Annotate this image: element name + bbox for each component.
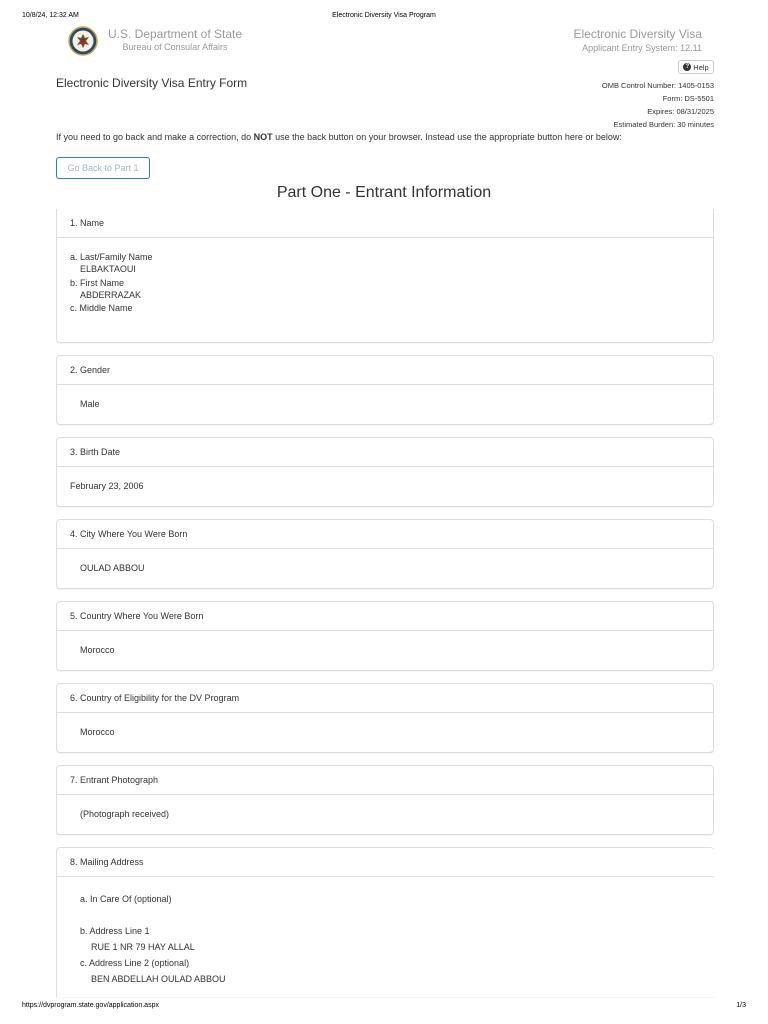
birth-city-heading: 4. City Where You Were Born [57,520,713,549]
instruction-text-start: If you need to go back and make a correction, do [56,132,254,142]
go-back-to-part1-button[interactable]: Go Back to Part 1 [56,157,150,179]
form-title: Electronic Diversity Visa Entry Form [56,76,248,90]
system-version: Applicant Entry System: 12.11 [582,43,702,53]
help-label: Help [693,62,709,72]
print-page-title: Electronic Diversity Visa Program [332,12,436,19]
birth-country-panel [56,601,714,671]
part-title: Part One - Entrant Information [276,184,492,201]
last-name-value: ELBAKTAOUI [80,264,136,274]
instruction-text-end: use the back button on your browser. Instead use the appropriate button here or below: [272,132,622,142]
middle-name-label: c. Middle Name [70,303,133,313]
photo-status: (Photograph received) [80,809,170,819]
system-name: Electronic Diversity Visa [573,27,702,41]
state-department-seal-icon [68,26,98,56]
print-datetime: 10/8/24, 12:32 AM [22,12,79,19]
eligibility-value: Morocco [80,727,115,737]
first-name-value: ABDERRAZAK [80,290,142,300]
gender-panel [56,355,714,425]
address-line2-label: c. Address Line 2 (optional) [80,958,190,968]
birth-date-heading: 3. Birth Date [57,438,713,467]
birth-city-value: OULAD ABBOU [80,563,145,573]
gender-heading: 2. Gender [57,356,713,385]
birth-country-heading: 5. Country Where You Were Born [57,602,713,631]
print-page-number: 1/3 [736,1002,746,1009]
system-title [574,27,702,53]
department-name: U.S. Department of State [107,27,243,41]
birth-country-value: Morocco [80,645,115,655]
birth-date-value: February 23, 2006 [70,481,144,491]
birth-city-panel [56,519,714,589]
print-footer [0,1002,768,1014]
expiration-date: Expires: 08/31/2025 [647,107,714,116]
care-of-label: a. In Care Of (optional) [80,894,172,904]
name-panel [56,209,714,343]
print-header [0,12,768,24]
mailing-address-heading: 8. Mailing Address [57,848,714,877]
address-line2-value: BEN ABDELLAH OULAD ABBOU [91,974,226,984]
instruction-emphasis: NOT [253,132,273,142]
mailing-address-panel [56,847,714,997]
omb-info [602,79,714,131]
site-header [56,26,714,60]
form-number: Form: DS-5501 [662,94,714,103]
address-line1-label: b. Address Line 1 [80,926,150,936]
back-instruction [56,132,622,142]
question-circle-icon: ? [683,63,691,71]
print-url: https://dvprogram.state.gov/application.aspx [22,1002,159,1009]
photo-heading: 7. Entrant Photograph [57,766,713,795]
estimated-burden: Estimated Burden: 30 minutes [613,120,714,129]
bureau-name: Bureau of Consular Affairs [122,42,228,52]
eligibility-heading: 6. Country of Eligibility for the DV Program [57,684,713,713]
birth-date-panel [56,437,714,507]
name-heading: 1. Name [57,209,713,238]
department-title [106,27,244,52]
last-name-label: a. Last/Family Name [70,252,153,262]
first-name-label: b. First Name [70,278,125,288]
photo-panel [56,765,714,835]
help-button[interactable] [678,60,714,74]
omb-control-number: OMB Control Number: 1405-0153 [601,81,714,90]
eligibility-panel [56,683,714,753]
gender-value: Male [80,399,100,409]
address-line1-value: RUE 1 NR 79 HAY ALLAL [91,942,195,952]
